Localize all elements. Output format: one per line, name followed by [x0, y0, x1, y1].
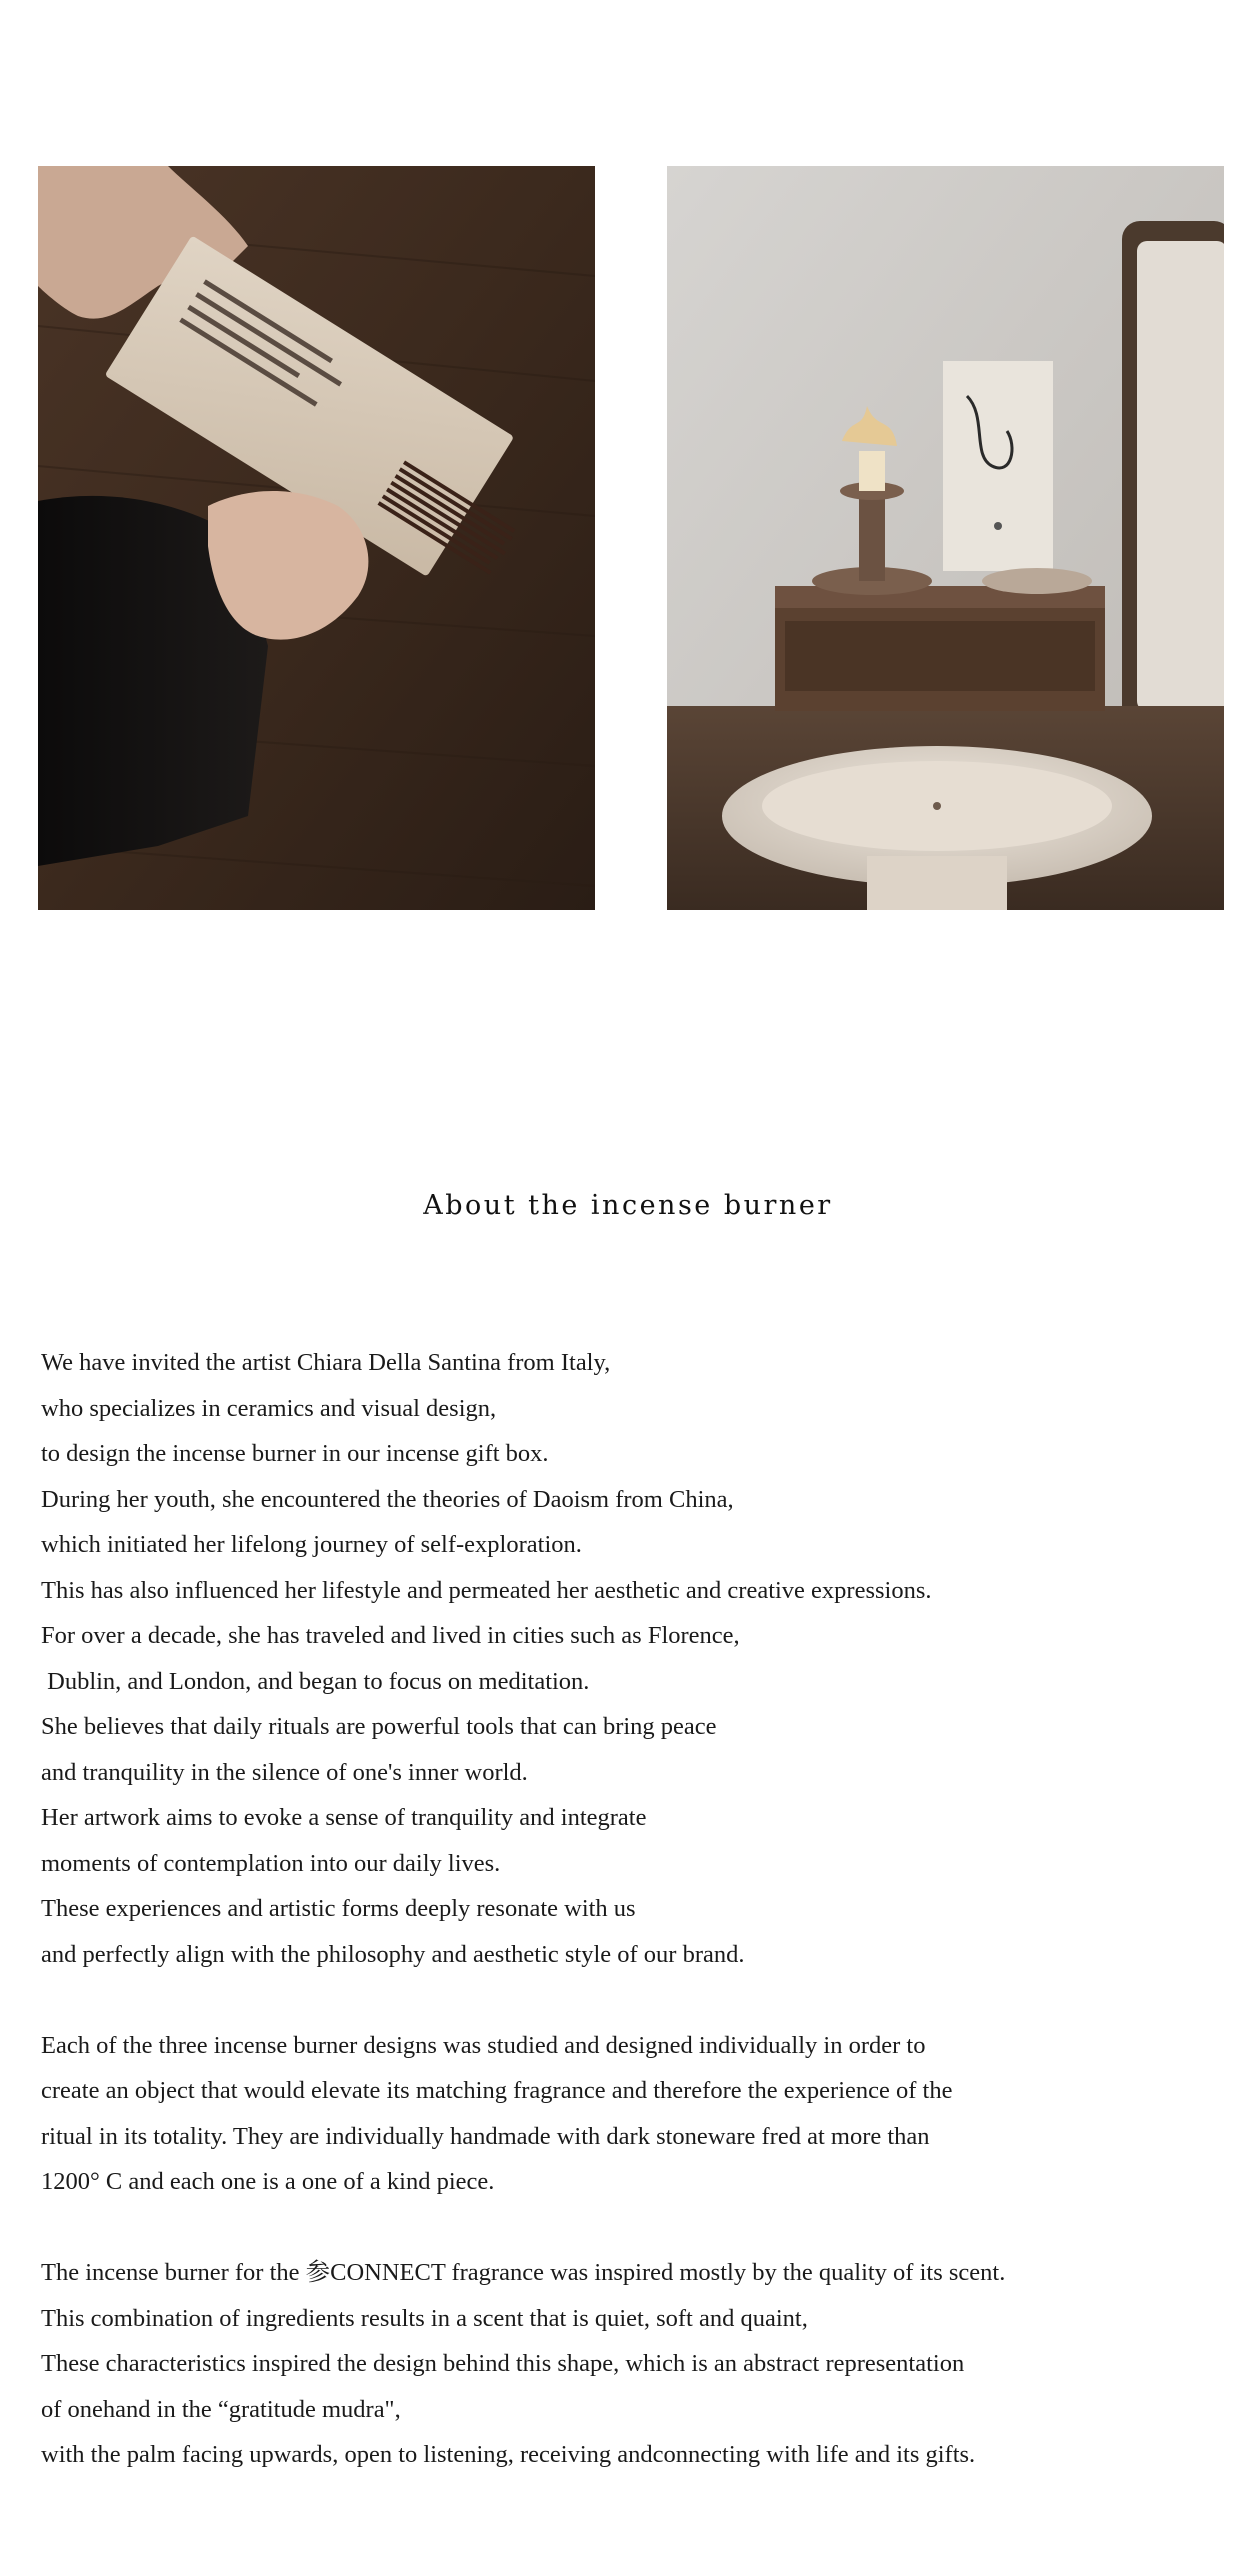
- body-line: ritual in its totality. They are individually handmade with dark stoneware fred at more than: [41, 2122, 930, 2150]
- incense-envelope-image: [38, 166, 595, 910]
- body-line: of onehand in the “gratitude mudra",: [41, 2395, 401, 2423]
- body-line: Dublin, and London, and began to focus on meditation.: [41, 1667, 590, 1695]
- body-line: We have invited the artist Chiara Della Santina from Italy,: [41, 1349, 611, 1376]
- body-line: create an object that would elevate its matching fragrance and therefore the experience of the: [41, 2077, 953, 2104]
- photo-gallery: [38, 166, 1218, 910]
- body-line: The incense burner for the 参CONNECT fragrance was inspired mostly by the quality of its scent.: [41, 2259, 1006, 2286]
- paragraph-gap: [41, 1977, 1221, 2023]
- incense-still-life-image: [667, 166, 1224, 910]
- body-line: This combination of ingredients results in a scent that is quiet, soft and quaint,: [41, 2304, 808, 2332]
- body-line: This has also influenced her lifestyle and permeated her aesthetic and creative expressions.: [41, 1576, 932, 1604]
- body-line: During her youth, she encountered the theories of Daoism from China,: [41, 1485, 734, 1513]
- body-line: These experiences and artistic forms deeply resonate with us: [41, 1895, 636, 1922]
- body-line: who specializes in ceramics and visual design,: [41, 1394, 497, 1422]
- body-line: with the palm facing upwards, open to listening, receiving andconnecting with life and its gifts.: [41, 2441, 976, 2468]
- body-line: Each of the three incense burner designs was studied and designed individually in order to: [41, 2031, 926, 2059]
- body-line: 1200° C and each one is a one of a kind piece.: [41, 2168, 495, 2195]
- body-line: which initiated her lifelong journey of self-exploration.: [41, 1531, 582, 1558]
- body-line: Her artwork aims to evoke a sense of tranquility and integrate: [41, 1804, 647, 1831]
- paragraph-gap: [41, 2205, 1221, 2251]
- body-line: For over a decade, she has traveled and lived in cities such as Florence,: [41, 1622, 740, 1649]
- body-line: and perfectly align with the philosophy and aesthetic style of our brand.: [41, 1940, 745, 1968]
- incense-still-life-photo: [667, 166, 1224, 910]
- body-line: moments of contemplation into our daily lives.: [41, 1849, 501, 1877]
- incense-envelope-photo: [38, 166, 595, 910]
- body-line: These characteristics inspired the design behind this shape, which is an abstract representation: [41, 2350, 965, 2377]
- body-line: to design the incense burner in our incense gift box.: [41, 1440, 549, 1467]
- body-line: and tranquility in the silence of one's inner world.: [41, 1758, 528, 1786]
- about-body: [41, 1340, 1221, 2478]
- section-title: About the incense burner: [423, 1190, 833, 1221]
- body-line: She believes that daily rituals are powerful tools that can bring peace: [41, 1713, 717, 1740]
